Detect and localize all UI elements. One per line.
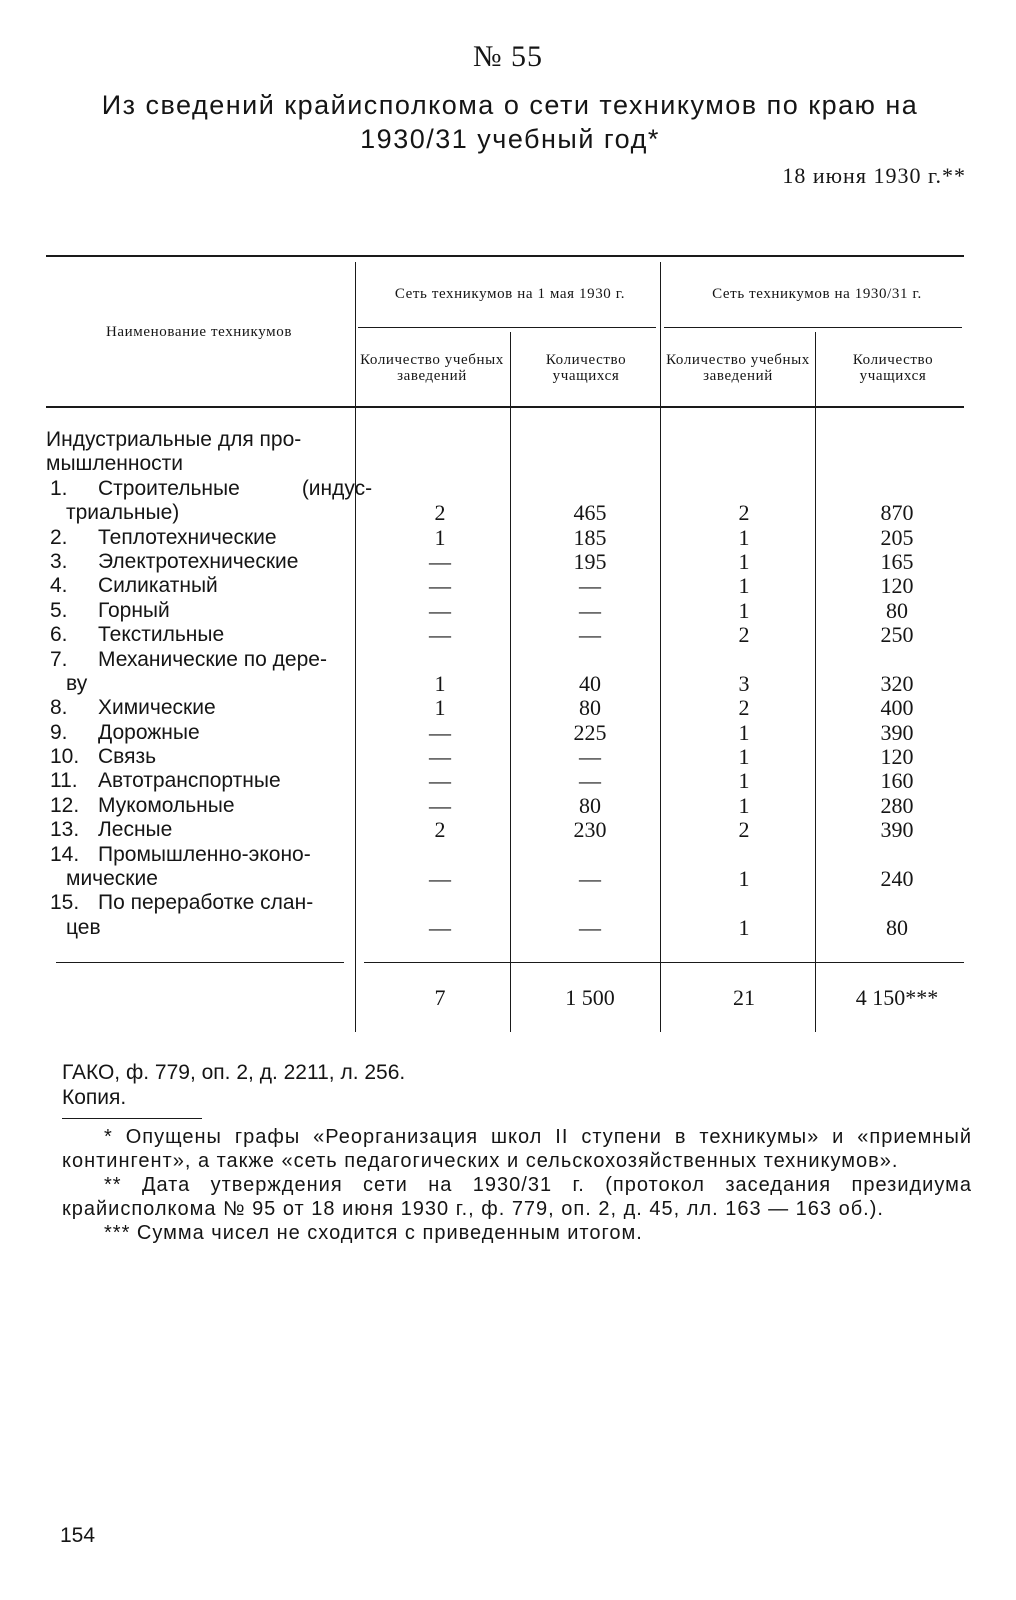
- column-divider-2: [510, 332, 511, 1032]
- table-cell: 165: [880, 548, 914, 574]
- row-number: 10.: [50, 745, 80, 769]
- table-cell: 1: [738, 792, 750, 818]
- total-year-institutions: 21: [733, 985, 755, 1010]
- header-group-rule-2: [664, 327, 962, 328]
- technikum-name-part: Текстильные: [98, 623, 225, 647]
- table-cell: 390: [880, 817, 914, 843]
- footnotes: [62, 1125, 972, 1245]
- technikum-name-part: Промышленно-эконо-: [98, 842, 311, 866]
- table-top-rule: [46, 255, 964, 257]
- body-bottom-rule-right: [364, 962, 964, 963]
- technikum-name-line: [46, 745, 346, 769]
- technikum-name-line: мические: [66, 867, 158, 891]
- header-name-column: Наименование техникумов: [105, 324, 293, 340]
- row-number: 12.: [50, 793, 80, 817]
- column-divider-1: [355, 262, 356, 1032]
- may-students-column: [525, 428, 655, 940]
- table-cell: —: [429, 622, 451, 648]
- table-cell: —: [429, 792, 451, 818]
- technikum-name-part: Электротехнические: [98, 549, 299, 573]
- row-number: 8.: [50, 696, 68, 720]
- table-cell: 1: [738, 866, 750, 892]
- technikum-name-part: Теплотехнические: [98, 525, 277, 549]
- technikum-name-line: [46, 843, 346, 867]
- blank-cell: [525, 891, 655, 915]
- table-cell: 195: [573, 548, 607, 574]
- row-number: 11.: [50, 769, 78, 793]
- table-cell: —: [579, 744, 601, 770]
- table-cell: 280: [880, 792, 914, 818]
- table-cell: 205: [880, 524, 914, 550]
- table-cell: 1: [434, 524, 446, 550]
- table-cell: 1: [434, 670, 446, 696]
- technikum-name-part: Дорожные: [98, 720, 200, 744]
- blank-cell: [525, 477, 655, 501]
- header-group-rule-1: [358, 327, 656, 328]
- technikum-name-line: [46, 648, 346, 672]
- table-cell: 185: [573, 524, 607, 550]
- blank-cell: [525, 648, 655, 672]
- table-cell: 120: [880, 744, 914, 770]
- table-cell: —: [429, 744, 451, 770]
- table-cell: 2: [738, 817, 750, 843]
- table-cell: 80: [886, 597, 908, 623]
- header-year-students: Количество учащихся: [852, 352, 934, 384]
- blank-cell: [684, 428, 804, 452]
- body-bottom-rule-left: [56, 962, 344, 963]
- technikum-name-part: Лесные: [98, 818, 173, 842]
- row-number: 1.: [50, 476, 68, 500]
- total-may-students: 1 500: [565, 985, 615, 1010]
- blank-cell: [525, 843, 655, 867]
- table-cell: —: [429, 719, 451, 745]
- row-number: 13.: [50, 818, 80, 842]
- blank-cell: [380, 477, 500, 501]
- technikum-name-part: Строительные: [98, 476, 240, 500]
- table-cell: 1: [738, 768, 750, 794]
- footnote-3: *** Сумма чисел не сходится с приведенным итогом.: [104, 1222, 643, 1244]
- technikum-name-line: [46, 818, 346, 842]
- row-number: 9.: [50, 720, 68, 744]
- blank-cell: [380, 452, 500, 476]
- table-cell: 1: [738, 573, 750, 599]
- table-cell: 120: [880, 573, 914, 599]
- table-cell: —: [579, 866, 601, 892]
- technikum-name-line: [46, 476, 373, 501]
- table-cell: 465: [573, 500, 607, 526]
- table-cell: 2: [738, 622, 750, 648]
- header-bottom-rule: [46, 406, 964, 408]
- year-institutions-column: [684, 428, 804, 940]
- row-number: 6.: [50, 623, 68, 647]
- table-cell: —: [429, 573, 451, 599]
- technikum-name-line: [46, 794, 346, 818]
- technikum-name-line: цев: [66, 915, 101, 939]
- blank-cell: [684, 648, 804, 672]
- blank-cell: [684, 452, 804, 476]
- technikum-names-column: [46, 428, 373, 940]
- technikum-name-part: Связь: [98, 745, 157, 769]
- archive-source: [62, 1060, 405, 1110]
- technikum-name-line: [46, 574, 346, 598]
- technikum-name-part: Горный: [98, 598, 170, 622]
- header-group-1930-31: Сеть техникумов на 1930/31 г.: [712, 286, 922, 302]
- table-cell: 1: [738, 597, 750, 623]
- table-cell: 250: [880, 622, 914, 648]
- technikum-name-line: [46, 550, 346, 574]
- blank-cell: [684, 891, 804, 915]
- document-title-line-1: Из сведений крайисполкома о сети техникумов по краю на: [101, 90, 919, 120]
- table-cell: 1: [738, 914, 750, 940]
- blank-cell: [832, 891, 962, 915]
- table-cell: 2: [738, 695, 750, 721]
- section-heading-line: Индустриальные для про-: [46, 428, 302, 451]
- table-cell: —: [579, 622, 601, 648]
- technikum-name-line: [46, 891, 346, 915]
- header-may-students: Количество учащихся: [545, 352, 627, 384]
- blank-cell: [525, 452, 655, 476]
- table-cell: 80: [579, 792, 601, 818]
- blank-cell: [380, 428, 500, 452]
- blank-cell: [832, 477, 962, 501]
- table-cell: —: [579, 597, 601, 623]
- blank-cell: [380, 843, 500, 867]
- table-cell: 2: [434, 500, 446, 526]
- row-number: 2.: [50, 525, 68, 549]
- table-cell: —: [579, 573, 601, 599]
- table-cell: 3: [738, 670, 750, 696]
- table-cell: 390: [880, 719, 914, 745]
- document-number: № 55: [472, 40, 544, 73]
- year-students-column: [832, 428, 962, 940]
- table-cell: —: [429, 914, 451, 940]
- technikum-name-part: Автотранспортные: [98, 769, 281, 793]
- table-cell: —: [429, 768, 451, 794]
- may-institutions-column: [380, 428, 500, 940]
- table-cell: 320: [880, 670, 914, 696]
- technikum-name-part: Силикатный: [98, 574, 218, 598]
- blank-cell: [832, 428, 962, 452]
- table-cell: 1: [738, 719, 750, 745]
- table-cell: 2: [434, 817, 446, 843]
- archive-reference: ГАКО, ф. 779, оп. 2, д. 2211, л. 256.: [62, 1061, 406, 1084]
- technikum-name-part: По переработке слан-: [98, 891, 314, 915]
- technikum-name-line: [46, 623, 346, 647]
- total-year-students: 4 150***: [855, 985, 939, 1010]
- blank-cell: [684, 477, 804, 501]
- row-number: 7.: [50, 647, 68, 671]
- copy-note: Копия.: [62, 1086, 127, 1109]
- table-cell: —: [429, 866, 451, 892]
- blank-cell: [832, 648, 962, 672]
- column-divider-3: [660, 262, 661, 1032]
- blank-cell: [380, 891, 500, 915]
- technikum-name-line: [46, 721, 346, 745]
- column-divider-4: [815, 332, 816, 1032]
- row-number: 5.: [50, 598, 68, 622]
- row-number: 3.: [50, 549, 68, 573]
- table-cell: 1: [738, 548, 750, 574]
- technikum-name-part: Механические по дере-: [98, 647, 327, 671]
- table-cell: 40: [579, 670, 601, 696]
- row-number: 4.: [50, 574, 68, 598]
- document-date: 18 июня 1930 г.**: [782, 163, 966, 188]
- footnote-separator: [62, 1118, 202, 1119]
- header-year-institutions: Количество учебных заведений: [666, 352, 810, 384]
- document-title: [60, 88, 960, 156]
- footnote-1: * Опущены графы «Реорганизация школ II ступени в техникумы» и «приемный контингент», а также «сеть педагогических и сельскохозяйственных техникумов».: [62, 1126, 972, 1172]
- blank-cell: [525, 428, 655, 452]
- technikum-name-line: [46, 769, 346, 793]
- technikum-name-part: (индус-: [301, 476, 373, 500]
- technikum-name-part: Химические: [98, 696, 216, 720]
- table-cell: —: [579, 768, 601, 794]
- section-heading-line: мышленности: [46, 452, 184, 476]
- total-may-institutions: 7: [434, 985, 446, 1010]
- footnote-2: ** Дата утверждения сети на 1930/31 г. (протокол заседания президиума крайисполкома № 95 от 18 июня 1930 г., ф. 779, оп. 2, д. 45, лл. 163 — 163 об.).: [62, 1174, 972, 1220]
- technikum-name-line: [46, 526, 346, 550]
- technikum-name-line: [46, 599, 346, 623]
- blank-cell: [684, 843, 804, 867]
- table-cell: —: [429, 548, 451, 574]
- table-cell: 1: [434, 695, 446, 721]
- table-cell: 160: [880, 768, 914, 794]
- table-cell: 400: [880, 695, 914, 721]
- blank-cell: [832, 843, 962, 867]
- technikum-name-line: [46, 696, 346, 720]
- header-may-institutions: Количество учебных заведений: [360, 352, 504, 384]
- row-number: 14.: [50, 842, 80, 866]
- document-title-line-2: 1930/31 учебный год*: [360, 124, 660, 154]
- table-cell: 1: [738, 524, 750, 550]
- table-cell: 1: [738, 744, 750, 770]
- technikum-name-part: Мукомольные: [98, 793, 235, 817]
- table-cell: 225: [573, 719, 607, 745]
- table-cell: —: [579, 914, 601, 940]
- table-cell: 80: [886, 914, 908, 940]
- header-group-may-1930: Сеть техникумов на 1 мая 1930 г.: [394, 286, 626, 302]
- table-cell: 230: [573, 817, 607, 843]
- blank-cell: [380, 648, 500, 672]
- page-number: 154: [60, 1524, 96, 1547]
- table-cell: 870: [880, 500, 914, 526]
- technikum-name-line: ву: [66, 671, 88, 695]
- table-cell: —: [429, 597, 451, 623]
- row-number: 15.: [50, 891, 80, 915]
- table-cell: 80: [579, 695, 601, 721]
- technikum-name-line: триальные): [66, 501, 180, 525]
- blank-cell: [832, 452, 962, 476]
- table-cell: 240: [880, 866, 914, 892]
- table-cell: 2: [738, 500, 750, 526]
